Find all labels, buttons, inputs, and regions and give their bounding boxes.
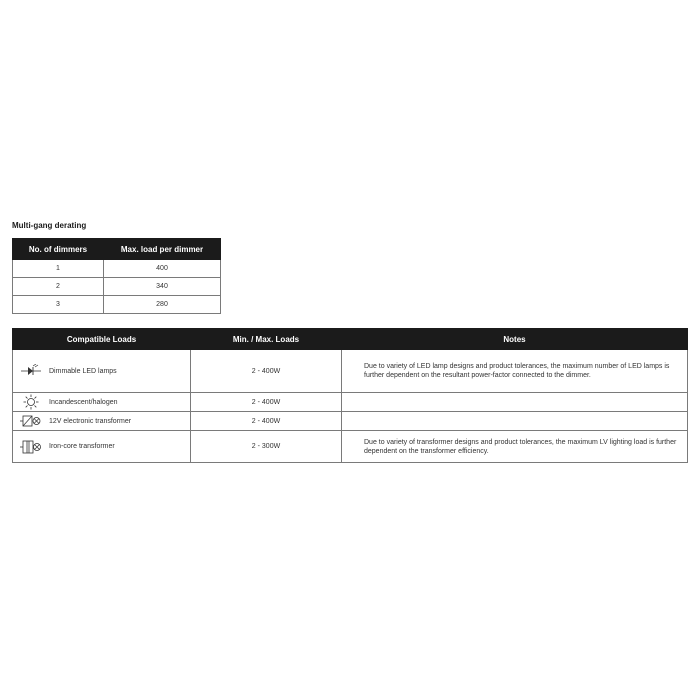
load-name: Iron-core transformer xyxy=(49,443,115,450)
led-lamp-icon xyxy=(13,364,49,378)
header-min-max-loads: Min. / Max. Loads xyxy=(191,329,342,350)
derating-header-row xyxy=(13,239,221,260)
header-notes: Notes xyxy=(342,329,688,350)
header-compatible-loads: Compatible Loads xyxy=(13,329,191,350)
iron-core-transformer-icon xyxy=(13,440,49,454)
header-max-load-per-dimmer: Max. load per dimmer xyxy=(104,239,221,260)
dimmers-count: 2 xyxy=(13,278,104,296)
compatible-loads-table xyxy=(12,328,688,463)
table-row xyxy=(13,296,221,314)
load-notes: Due to variety of transformer designs and product tolerances, the maximum LV lighting load is further dependent on the transformer efficiency. xyxy=(364,438,677,455)
max-load-value: 340 xyxy=(104,278,221,296)
load-notes: Due to variety of LED lamp designs and product tolerances, the maximum number of LED lamps is further dependent on the resultant power-factor connected to the dimmer. xyxy=(364,363,670,379)
derating-title: Multi-gang derating xyxy=(12,221,87,230)
dimmers-count: 1 xyxy=(13,260,104,278)
max-load-value: 400 xyxy=(104,260,221,278)
load-range: 2 - 400W xyxy=(191,350,342,393)
table-row xyxy=(13,431,688,463)
table-row xyxy=(13,412,688,431)
table-row xyxy=(13,350,688,393)
derating-table xyxy=(12,238,221,314)
dimmers-count: 3 xyxy=(13,296,104,314)
load-range: 2 - 300W xyxy=(191,431,342,463)
header-no-of-dimmers: No. of dimmers xyxy=(13,239,104,260)
incandescent-lamp-icon xyxy=(13,394,49,410)
loads-header-row xyxy=(13,329,688,350)
load-range: 2 - 400W xyxy=(191,393,342,412)
table-row xyxy=(13,260,221,278)
load-name: 12V electronic transformer xyxy=(49,417,132,425)
load-name: Dimmable LED lamps xyxy=(49,367,117,375)
load-range: 2 - 400W xyxy=(191,412,342,431)
electronic-transformer-icon xyxy=(13,415,49,427)
max-load-value: 280 xyxy=(104,296,221,314)
load-name: Incandescent/halogen xyxy=(49,398,118,406)
table-row xyxy=(13,278,221,296)
table-row xyxy=(13,393,688,412)
